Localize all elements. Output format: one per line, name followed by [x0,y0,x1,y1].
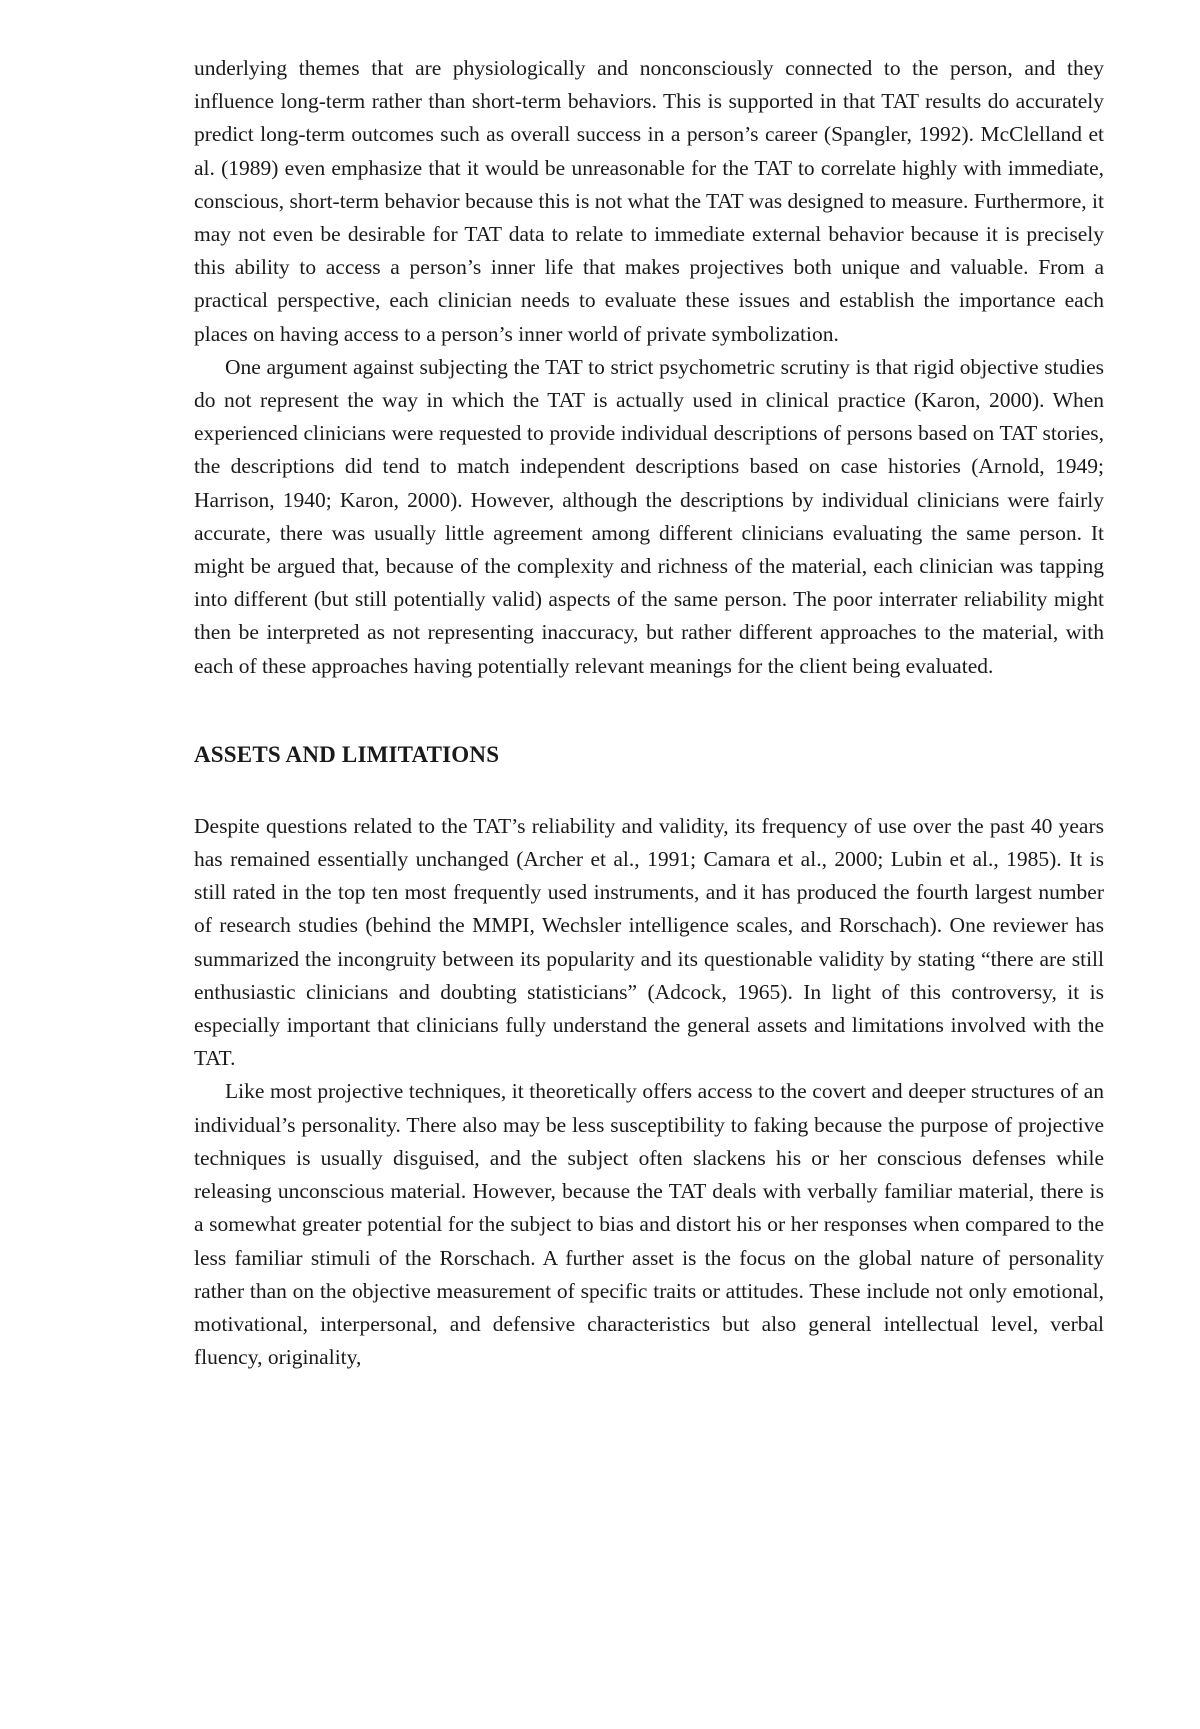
body-paragraph-2: One argument against subjecting the TAT to strict psychometric scrutiny is that rigid objective studies do not represent the way in which the TAT is actually used in clinical practice (Karon, 2000). When experienced clinicians were requested to provide individual descriptions of persons based on TAT stories, the descriptions did tend to match independent descriptions based on case histories (Arnold, 1949; Harrison, 1940; Karon, 2000). However, although the descriptions by individual clinicians were fairly accurate, there was usually little agreement among different clinicians evaluating the same person. It might be argued that, because of the complexity and richness of the material, each clinician was tapping into different (but still potentially valid) aspects of the same person. The poor interrater reliability might then be interpreted as not representing inaccuracy, but rather different approaches to the material, with each of these approaches having potentially relevant meanings for the client being evaluated. [194,354,1104,678]
section-paragraph-2: Like most projective techniques, it theoretically offers access to the covert and deeper structures of an individual’s personality. There also may be less susceptibility to faking because the purpose of projective techniques is usually disguised, and the subject often slackens his or her conscious defenses while releasing unconscious material. However, because the TAT deals with verbally familiar material, there is a somewhat greater potential for the subject to bias and distort his or her responses when compared to the less familiar stimuli of the Rorschach. A further asset is the focus on the global nature of personality rather than on the objective measurement of specific traits or attitudes. These include not only emotional, motivational, interpersonal, and defensive characteristics but also general intellectual level, verbal fluency, originality, [194,1079,1104,1370]
section-heading: ASSETS AND LIMITATIONS [194,741,500,767]
section-paragraph-1: Despite questions related to the TAT’s reliability and validity, its frequency of use over the past 40 years has remained essentially unchanged (Archer et al., 1991; Camara et al., 2000; Lubin et al., 1985). It is still rated in the top ten most frequently used instruments, and it has produced the fourth largest number of research studies (behind the MMPI, Wechsler intelligence scales, and Rorschach). One reviewer has summarized the incongruity between its popularity and its questionable validity by stating “there are still enthusiastic clinicians and doubting statisticians” (Adcock, 1965). In light of this controversy, it is especially important that clinicians fully understand the general assets and limitations involved with the TAT. [194,813,1104,1071]
body-paragraph-1: underlying themes that are physiologically and nonconsciously connected to the person, and they influence long-term rather than short-term behaviors. This is supported in that TAT results do accurately predict long-term outcomes such as overall success in a person’s career (Spangler, 1992). McClelland et al. (1989) even emphasize that it would be unreasonable for the TAT to correlate highly with immediate, conscious, short-term behavior because this is not what the TAT was designed to measure. Furthermore, it may not even be desirable for TAT data to relate to immediate external behavior because it is precisely this ability to access a person’s inner life that makes projectives both unique and valuable. From a practical perspective, each clinician needs to evaluate these issues and establish the importance each places on having access to a person’s inner world of private symbolization. [194,56,1104,346]
page-body [194,52,1104,1374]
